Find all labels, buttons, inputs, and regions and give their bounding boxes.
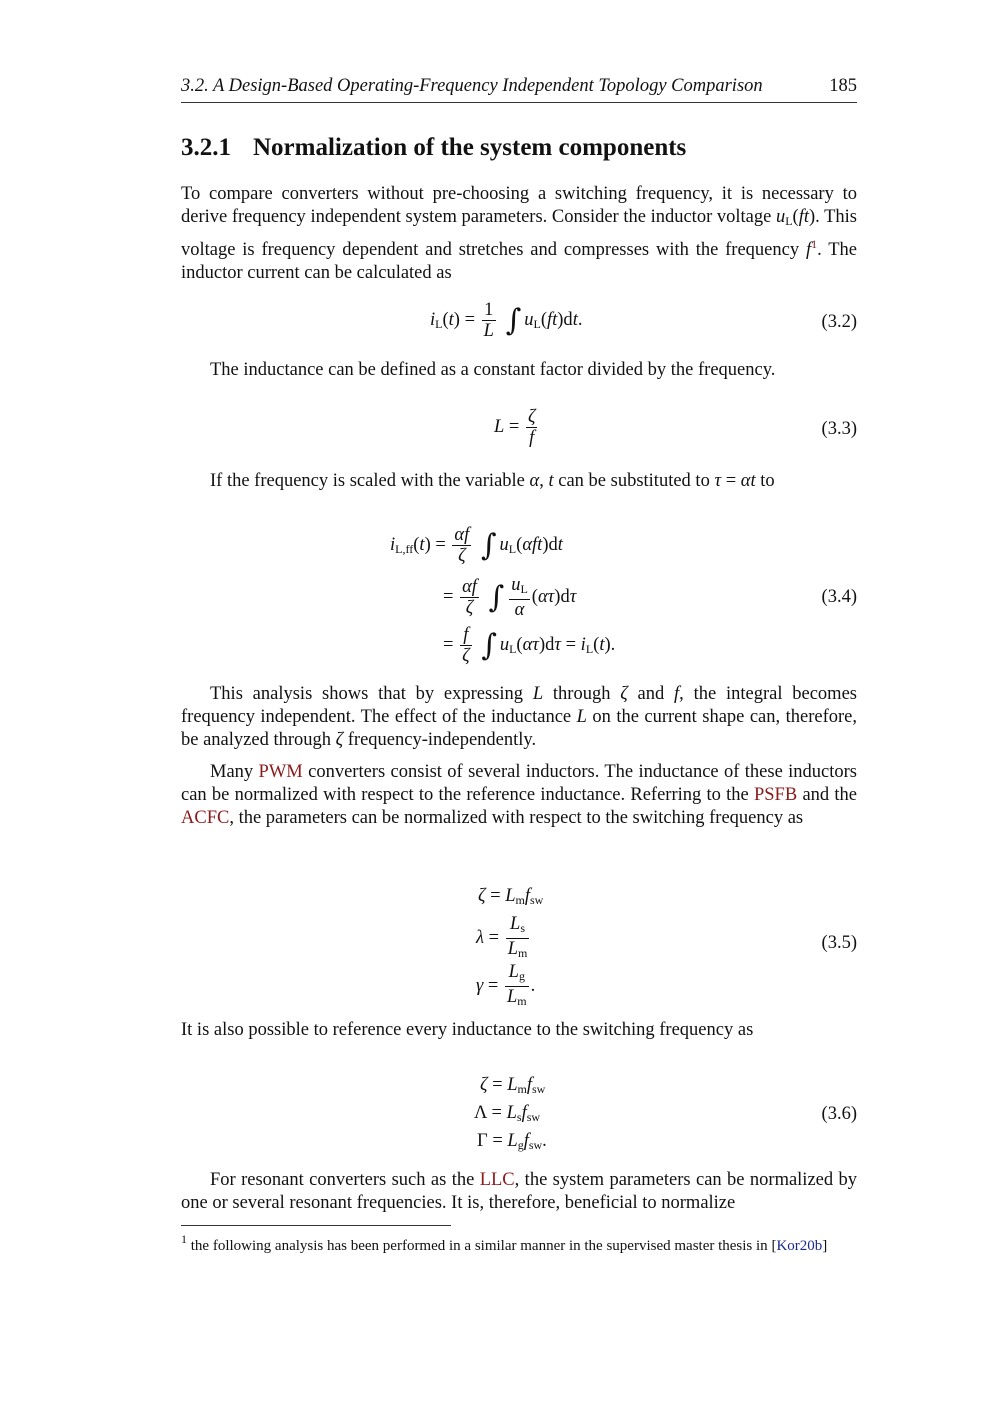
text: To compare converters without pre-choosing a switching frequency, it is necessary to derive frequency independent system parameters. Consider the inductor voltage: [181, 184, 857, 227]
text: Many: [210, 762, 259, 782]
paragraph-6: [181, 1019, 857, 1042]
paragraph-5: [181, 761, 857, 830]
acronym-link-llc[interactable]: LLC: [479, 1170, 515, 1190]
acronym-link-pwm[interactable]: PWM: [258, 762, 303, 782]
equation-3-3: L = $\frac{\zeta}{f}$: [494, 407, 536, 448]
section-title: Normalization of the system components: [253, 134, 687, 161]
paragraph-7: [181, 1169, 857, 1215]
text: The inductance can be defined as a constant factor divided by the frequency.: [210, 360, 776, 380]
equation-number: (3.3): [821, 419, 857, 439]
text: , the system parameters can be normalized by one or several resonant frequencies. It is, therefore, beneficial to normalize: [181, 1170, 858, 1213]
text: on the current shape can, therefore, be analyzed through: [181, 707, 857, 750]
text: and: [627, 684, 675, 704]
text: , the parameters can be normalized with respect to the switching frequency as: [229, 808, 804, 828]
acronym-link-psfb[interactable]: PSFB: [753, 785, 798, 805]
text: . This voltage is frequency dependent and stretches and compresses with the frequency: [181, 207, 857, 260]
text: and the: [797, 785, 858, 805]
text: This analysis shows that by expressing: [210, 684, 533, 704]
section-heading: [181, 134, 686, 162]
text: It is also possible to reference every inductance to the switching frequency as: [181, 1020, 754, 1040]
equation-number: (3.4): [821, 587, 857, 607]
header-rule: [181, 102, 857, 103]
page-number: 185: [829, 76, 857, 96]
equation-3-5: $\zeta = L_mf_{sw}$ λ = $\frac{L_s}{L_m}$ γ = $\frac{L_g}{L_m}$ .: [476, 886, 544, 1008]
footnote-rule: [181, 1225, 451, 1226]
footnote-text: the following analysis has been performed in a similar manner in the supervised master thesis in: [190, 1238, 768, 1254]
text: frequency-independently.: [343, 730, 537, 750]
paragraph-4: This analysis shows that by expressing L through ζ and f, the integral becomes frequency independent. The effect of the inductance L on the current shape can, therefore, be analyzed through ζ frequency-independently.: [181, 684, 857, 750]
equation-number: (3.6): [821, 1104, 857, 1124]
text: If the frequency is scaled with the variable: [210, 471, 530, 491]
text: through: [543, 684, 621, 704]
equation-number: (3.2): [821, 312, 857, 332]
text: can be substituted to: [553, 471, 715, 491]
acronym-link-acfc[interactable]: ACFC: [181, 808, 230, 828]
paragraph-1: To compare converters without pre-choosing a switching frequency, it is necessary to derive frequency independent system parameters. Consider the inductor voltage $u_L(ft)$. This voltage is frequency dependent and stretches and compresses with the frequency $f^1$. The inductor current can be calculated as: [181, 184, 857, 283]
equation-number: (3.5): [821, 933, 857, 953]
section-number: 3.2.1: [181, 134, 231, 161]
running-title: 3.2. A Design-Based Operating-Frequency Independent Topology Comparison: [181, 76, 763, 96]
text: to: [755, 471, 775, 491]
text: converters consist of several inductors. The inductance of these inductors can be normalized with respect to the reference inductance. Referring to the: [181, 762, 858, 805]
equation-3-4: $i_{L,ff}(t)$ = $\frac{\alpha f}{\zeta}$ ∫ $u_L(\alpha ft)dt$ = $\frac{\alpha f}{\zeta}$ ∫ $\frac{u_L}{\alpha}$ (ατ)dτ = $\frac{f}{\zeta}$ ∫ $u_L(\alpha\tau)d\tau = i_L(t)$.: [390, 525, 616, 666]
equation-3-2: $i_L(t)$ = $\frac{1}{L}$ ∫ $u_L(ft)dt$.: [430, 300, 583, 341]
citation-link[interactable]: Kor20b: [776, 1238, 823, 1254]
paragraph-2: [181, 359, 857, 382]
equation-3-6: $\zeta = L_mf_{sw}$ $\Lambda = L_sf_{sw}$ $\Gamma = L_gf_{sw}$.: [474, 1075, 547, 1152]
footnote: $^1$ the following analysis has been performed in a similar manner in the supervised master thesis in [Kor20b]: [181, 1232, 828, 1254]
text: , the integral becomes frequency independent. The effect of the inductance: [181, 684, 857, 727]
text: . The inductor current can be calculated as: [181, 240, 857, 283]
footnote-marker: 1: [181, 1232, 187, 1246]
footnote-ref[interactable]: 1: [811, 237, 818, 251]
paragraph-3: If the frequency is scaled with the variable α, t can be substituted to τ = αt to: [210, 471, 775, 491]
text: For resonant converters such as the: [210, 1170, 480, 1190]
running-header: [181, 76, 857, 97]
